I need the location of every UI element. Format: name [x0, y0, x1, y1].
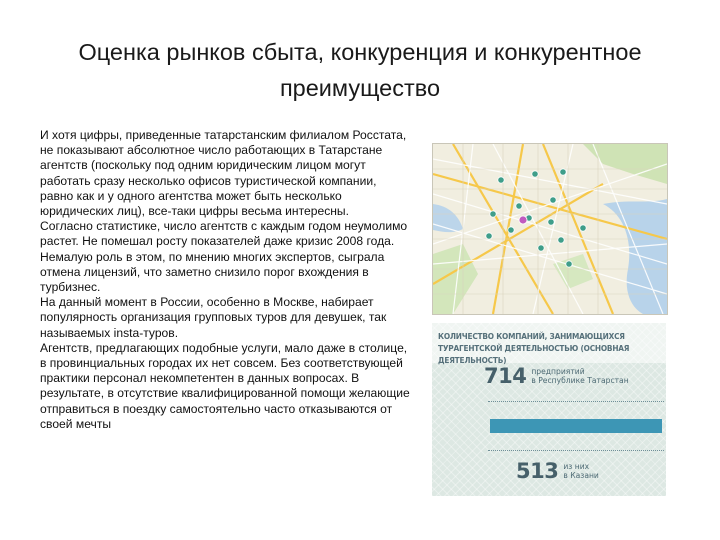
agencies-infographic	[432, 323, 666, 496]
map-drawing	[433, 144, 667, 314]
total-agencies-stat	[484, 364, 629, 388]
paragraph-3: На данный момент в России, особенно в Москве, набирает популярность организация групповых туров для девушек, так называемых insta-туров.	[40, 295, 387, 340]
infographic-heading: КОЛИЧЕСТВО КОМПАНИЙ, ЗАНИМАЮЩИХСЯ ТУРАГЕНТСКОЙ ДЕЯТЕЛЬНОСТЬЮ (ОСНОВНАЯ ДЕЯТЕЛЬНОСТЬ)	[438, 331, 630, 365]
paragraph-1: И хотя цифры, приведенные татарстанским филиалом Росстата, не показывают абсолютное число работающих в Татарстане агентств (поскольку под одним юридическим лицом могут работать сразу несколько офисов туристической компании, равно как и у одного агентства может быть несколько юридических лиц), все-таки цифры весьма интересны.	[40, 128, 407, 219]
kazan-agencies-caption	[563, 462, 599, 481]
total-agencies-number: 714	[484, 364, 527, 388]
kazan-share-bar	[490, 419, 662, 433]
slide-title: Оценка рынков сбыта, конкуренция и конкурентное преимущество	[78, 39, 642, 101]
total-caption-line2: в Республике Татарстан	[531, 376, 629, 385]
city-map-image	[432, 143, 668, 315]
kazan-agencies-stat	[516, 459, 599, 483]
kazan-caption-line2: в Казани	[563, 471, 599, 480]
paragraph-4: Агентств, предлагающих подобные услуги, мало даже в столице, в провинциальных городах их нет совсем. Без соответствующей практики персонал некомпетентен в данных вопросах. В результате, в отсутствие квалифицированной помощи желающие отправиться в поездку самостоятельно часто отказываются от своей мечты	[40, 340, 410, 431]
kazan-agencies-number: 513	[516, 459, 559, 483]
slide-body	[40, 128, 410, 432]
paragraph-2: Согласно статистике, число агентств с каждым годом неумолимо растет. Не помешал росту показателей даже кризис 2008 года. Немалую роль в этом, по мнению многих экспертов, сыграла отмена лицензий, что заметно снизило порог вхождения в турбизнес.	[40, 219, 408, 295]
total-caption-line1: предприятий	[531, 366, 585, 376]
kazan-caption-line1: из них	[563, 461, 590, 471]
total-agencies-caption	[531, 367, 628, 386]
